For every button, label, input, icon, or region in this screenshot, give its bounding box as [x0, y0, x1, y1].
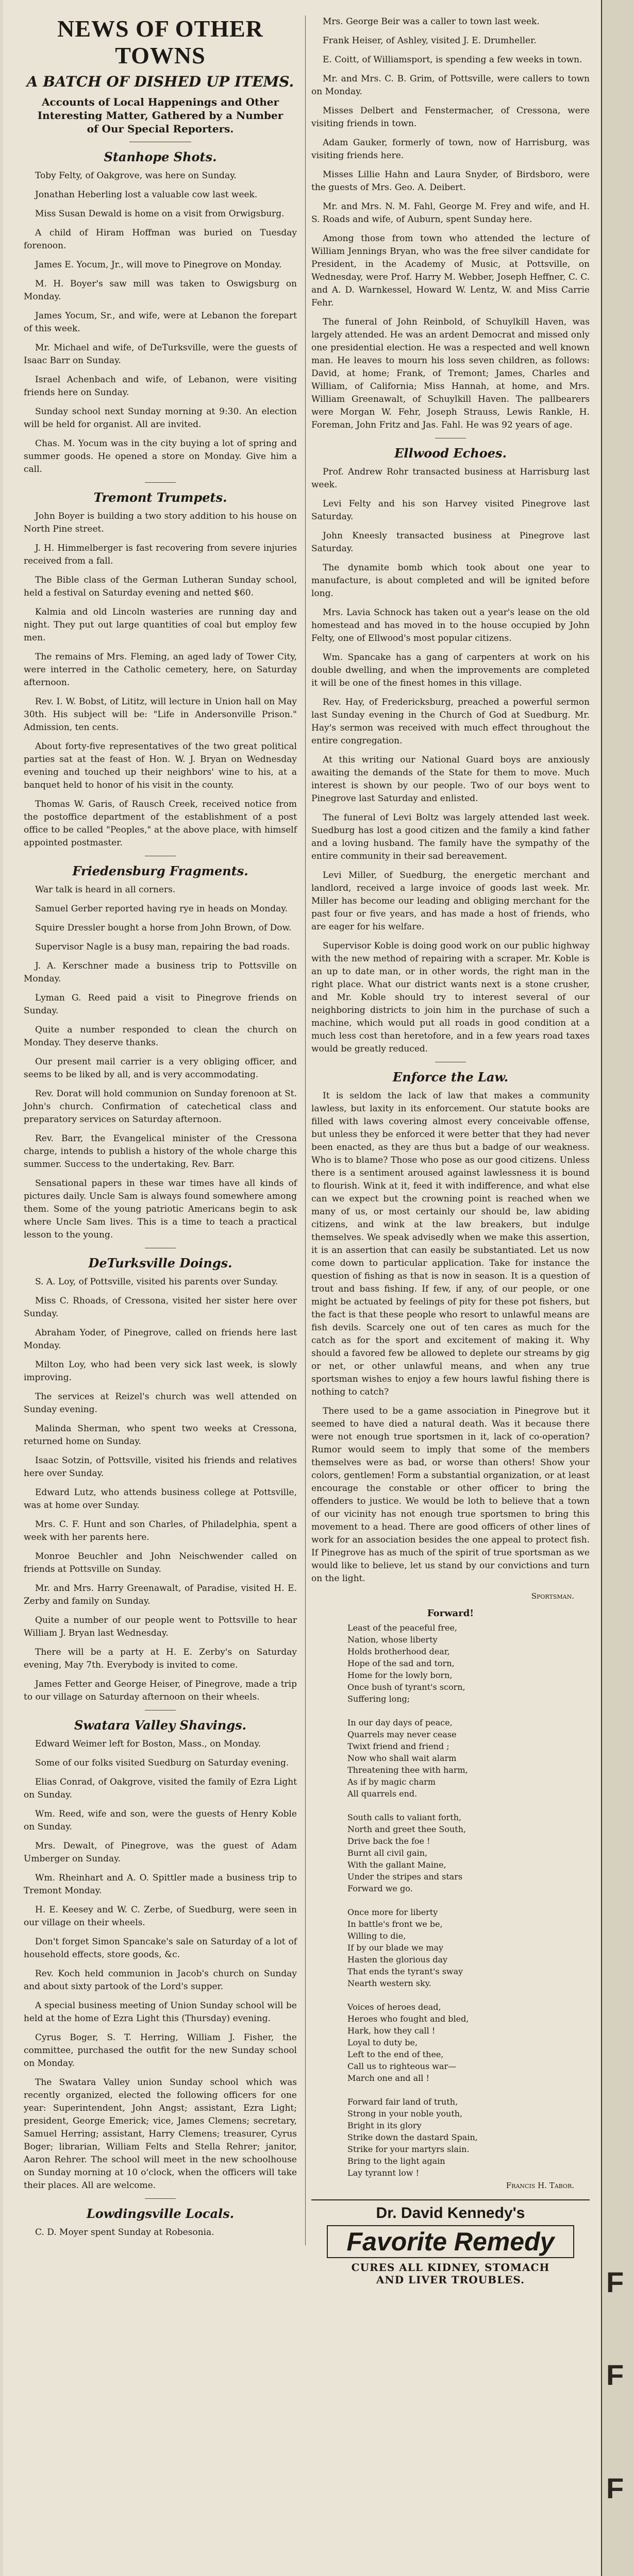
news-item: James E. Yocum, Jr., will move to Pinegrove on Monday.	[35, 260, 282, 270]
news-item: Mr. and Mrs. Harry Greenawalt, of Paradise, visited H. E. Zerby and family on Sunday.	[24, 1583, 297, 1606]
news-item: Frank Heiser, of Ashley, visited J. E. Drumheller.	[323, 36, 537, 46]
news-item: Supervisor Koble is doing good work on our public highway with the new method of repairing with a scraper. Mr. Koble is an up to date man, or in other words, the right man in the right place. What our district wants next is a stone crusher, and Mr. Koble should try to interest several of our neighboring districts to join him in the purchase of such a machine, which would put all roads in good condition at a much less cost than heretofore, and in a few years road taxes would be greatly reduced.	[311, 941, 590, 1054]
subheadline: Accounts of Local Happenings and Other Interesting Matter, Gathered by a Number of Our Special Reporters.	[37, 96, 283, 135]
edge-fragment: F	[606, 2472, 624, 2504]
news-item: Miss C. Rhoads, of Cressona, visited her sister here over Sunday.	[24, 1296, 297, 1319]
news-item: Wm. Rheinhart and A. O. Spittler made a business trip to Tremont Monday.	[24, 1873, 297, 1896]
news-item: The services at Reizel's church was well attended on Sunday evening.	[24, 1392, 297, 1415]
news-item: E. Coitt, of Williamsport, is spending a few weeks in town.	[323, 55, 582, 65]
signature: Sportsman.	[531, 1591, 574, 1601]
edge-fragment: F	[606, 2359, 624, 2391]
newspaper-page	[3, 0, 624, 2576]
news-item: A child of Hiram Hoffman was buried on Tuesday forenoon.	[24, 228, 297, 251]
news-item: Malinda Sherman, who spent two weeks at Cressona, returned home on Sunday.	[24, 1423, 297, 1447]
news-item: Mrs. George Beir was a caller to town last week.	[323, 16, 540, 27]
section-title: Stanhope Shots.	[104, 149, 217, 164]
news-item: A special business meeting of Union Sunday school will be held at the home of Ezra Light this (Thursday) evening.	[24, 2001, 297, 2024]
news-item: Prof. Andrew Rohr transacted business at Harrisburg last week.	[311, 467, 590, 490]
poem-body: Least of the peaceful free, Nation, whose liberty Holds brotherhood dear, Hope of the sad and torn, Home for the lowly born, Once bush of tyrant's scorn, Suffering long; In our day days of peace, Quarrels may never cease Twixt friend and friend ; Now who shall wait alarm Threatening thee with harm, As if by magic charm All quarrels end. South calls to valiant forth, North and greet thee South, Drive back the foe ! Burnt all civil gain, With the gallant Maine, Under the stripes and stars Forward we go. Once more for liberty In battle's front we be, Willing to die, If by our blade we may Hasten the glorious day That ends the tyrant's sway Nearth western sky. Voices of heroes dead, Heroes who fought and bled, Hark, how they call ! Loyal to duty be, Left to the end of thee, Call us to righteous war— March one and all ! Forward fair land of truth, Strong in your noble youth, Bright in its glory Strike down the dastard Spain, Strike for your martyrs slain. Bring to the light again Lay tyrannt low !	[347, 1623, 478, 2178]
news-item: Sunday school next Sunday morning at 9:30. An election will be held for organist. All are invited.	[24, 406, 297, 430]
news-item: Adam Gauker, formerly of town, now of Harrisburg, was visiting friends here.	[311, 138, 590, 161]
news-item: There used to be a game association in Pinegrove but it seemed to have died a natural death. Was it because there were not enough true sportsmen in it, lack of co-operation? Rumor would seem to imply that some of the members themselves were as bad, or worse than others! Show your colors, gentlemen! Form a substantial organization, or at least encourage the constable or other officer to bring the offenders to justice. We would be loth to believe that a town of our vicinity has not enough true sportsmen to bring this movement to a head. There are good officers of other lines of work for an association besides the one appeal to protect fish. If Pinegrove has as much of the spirit of true sportsman as we would like to believe, let us stand by our convictions and turn on the light.	[311, 1406, 590, 1584]
news-item: Thomas W. Garis, of Rausch Creek, received notice from the postoffice department of the establishment of a post office to be called "Peoples," at the above place, with himself appointed postmaster.	[24, 799, 297, 848]
news-item: Don't forget Simon Spancake's sale on Saturday of a lot of household effects, store goods, &c.	[24, 1937, 297, 1960]
news-item: War talk is heard in all corners.	[35, 885, 176, 895]
news-item: Mr. and Mrs. N. M. Fahl, George M. Frey and wife, and H. S. Roads and wife, of Auburn, spent Sunday here.	[311, 201, 590, 225]
news-item: Levi Miller, of Suedburg, the energetic merchant and landlord, received a large invoice of goods last week. Mr. Miller has become our leading and obliging merchant for the past four or five years, and has made a host of friends, who are eager for his welfare.	[311, 870, 590, 932]
news-item: Chas. M. Yocum was in the city buying a lot of spring and summer goods. He opened a store on Monday. Give him a call.	[24, 438, 297, 474]
news-item: Wm. Spancake has a gang of carpenters at work on his double dwelling, and when the improvements are completed it will be one of the finest homes in this village.	[311, 652, 590, 688]
news-item: Monroe Beuchler and John Neischwender called on friends at Pottsville on Sunday.	[24, 1551, 297, 1574]
news-item: Israel Achenbach and wife, of Lebanon, were visiting friends here on Sunday.	[24, 375, 297, 398]
news-item: Kalmia and old Lincoln wasteries are running day and night. They put out large quantities of coal but employ few men.	[24, 607, 297, 643]
ad-top-text: Dr. David Kennedy's	[376, 2205, 525, 2222]
news-item: About forty-five representatives of the two great political parties sat at the feast of Hon. W. J. Bryan on Wednesday evening and touched up their neighbors' wine to his, at a banquet held to honor of his visit in the county.	[24, 741, 297, 790]
news-item: Quite a number responded to clean the church on Monday. They deserve thanks.	[24, 1025, 297, 1048]
news-item: John Boyer is building a two story addition to his house on North Pine street.	[24, 511, 297, 534]
news-item: The funeral of John Reinbold, of Schuylkill Haven, was largely attended. He was an ardent Democrat and missed only one presidential election. He was a respected and well known man. He leaves to mourn his loss seven children, as follows: David, at home; Frank, of Tremont; James, Charles and William, of California; Miss Hannah, at home, and Mrs. William Greenawalt, of Schuylkill Haven. The pallbearers were Morgan W. Fehr, Joseph Strauss, Lewis Rankle, H. Foreman, John Fritz and Jas. Fahl. He was 92 years of age.	[311, 317, 590, 430]
divider	[145, 2198, 176, 2199]
news-item: At this writing our National Guard boys are anxiously awaiting the demands of the State for them to move. Much interest is shown by our people. Two of our boys went to Pinegrove last Saturday and enlisted.	[311, 755, 590, 804]
masthead: NEWS OF OTHER TOWNS	[57, 15, 263, 69]
news-item: Toby Felty, of Oakgrove, was here on Sunday.	[35, 171, 237, 181]
cropped-right-column	[601, 0, 634, 2576]
section-title: Friedensburg Fragments.	[72, 863, 248, 878]
news-item: The remains of Mrs. Fleming, an aged lady of Tower City, were interred in the Catholic cemetery, here, on Saturday afternoon.	[24, 652, 297, 688]
ad-line-1: CURES ALL KIDNEY, STOMACH	[351, 2261, 550, 2274]
news-item: John Kneesly transacted business at Pinegrove last Saturday.	[311, 531, 590, 554]
news-item: Rev. Koch held communion in Jacob's church on Sunday and about sixty partook of the Lord's supper.	[24, 1969, 297, 1992]
news-item: Abraham Yoder, of Pinegrove, called on friends here last Monday.	[24, 1328, 297, 1351]
mid-sections	[311, 438, 590, 1601]
news-item: S. A. Loy, of Pottsville, visited his parents over Sunday.	[35, 1277, 278, 1287]
section-title: Ellwood Echoes.	[394, 446, 507, 461]
news-item: It is seldom the lack of law that makes a community lawless, but laxity in its enforcement. Our statute books are filled with laws covering almost every conceivable offense, but unless they be enforced it were better that they had never been enacted, as they are thus but a badge of our weakness. Who is to blame? Those who pose as our good citizens. Unless there is a sentiment aroused against lawlessness it is bound to flourish. Wink at it, feed it with indifference, and what else can we expect but the crowning point is reached when we many of us, or most certainly our should be, law abiding citizens, and wink at the law breakers, but indulge themselves. We speak advisedly when we make this assertion, it is an assertion that can easily be substantiated. Let us now come down to particular application. Take for instance the question of fishing as that is now in season. It is a question of trout and bass fishing. If few, if any, of our people, or one might be actuated by feelings of pity for these pot fishers, but the fact is that these people who resort to unlawful means are fish devils. Scarcely one out of ten cares as much for the catch as for the sport and excitement of making it. Why should a favored few be allowed to deplete our streams by gig or net, or other unlawful means, and when any true sportsman wishes to enjoy a few hours lawful fishing there is nothing to catch?	[311, 1091, 590, 1397]
news-item: James Fetter and George Heiser, of Pinegrove, made a trip to our village on Saturday afternoon on their wheels.	[24, 1679, 297, 1702]
news-item: There will be a party at H. E. Zerby's on Saturday evening, May 7th. Everybody is invited to come.	[24, 1647, 297, 1670]
news-item: J. A. Kerschner made a business trip to Pottsville on Monday.	[24, 961, 297, 984]
news-item: Mrs. Lavia Schnock has taken out a year's lease on the old homestead and has moved in to the house occupied by John Felty, one of Ellwood's most popular citizens.	[311, 607, 590, 643]
news-item: H. E. Keesey and W. C. Zerbe, of Suedburg, were seen in our village on their wheels.	[24, 1905, 297, 1928]
section-title: Lowdingsville Locals.	[86, 2206, 235, 2221]
news-item: The dynamite bomb which took about one year to manufacture, is about completed and will be ignited before long.	[311, 563, 590, 599]
news-item: Mrs. C. F. Hunt and son Charles, of Philadelphia, spent a week with her parents here.	[24, 1519, 297, 1543]
news-item: Sensational papers in these war times have all kinds of pictures daily. Uncle Sam is always found somewhere among them. Some of the young patriotic Americans begin to ask where Uncle Sam lives. This is a time to teach a practical lesson to the young.	[24, 1178, 297, 1240]
news-item: Edward Weimer left for Boston, Mass., on Monday.	[35, 1739, 261, 1749]
news-item: Lyman G. Reed paid a visit to Pinegrove friends on Sunday.	[24, 993, 297, 1016]
advertisement	[311, 2199, 590, 2286]
news-item: Our present mail carrier is a very obliging officer, and seems to be liked by all, and is very accommodating.	[24, 1057, 297, 1080]
news-item: Misses Lillie Hahn and Laura Snyder, of Birdsboro, were the guests of Mrs. Geo. A. Deibert.	[311, 170, 590, 193]
section-title: DeTurksville Doings.	[88, 1256, 232, 1270]
news-item: Rev. Barr, the Evangelical minister of the Cressona charge, intends to publish a history of the whole charge this summer. Success to the undertaking, Rev. Barr.	[24, 1133, 297, 1170]
news-item: Wm. Reed, wife and son, were the guests of Henry Koble on Sunday.	[24, 1809, 297, 1832]
divider	[145, 482, 176, 483]
news-item: Milton Loy, who had been very sick last week, is slowly improving.	[24, 1360, 297, 1383]
news-item: The funeral of Levi Boltz was largely attended last week. Suedburg has lost a good citizen and the family a kind father and a loving husband. The family have the sympathy of the entire community in their sad bereavement.	[311, 812, 590, 861]
news-item: Miss Susan Dewald is home on a visit from Orwigsburg.	[35, 209, 285, 219]
news-item: M. H. Boyer's saw mill was taken to Oswigsburg on Monday.	[24, 279, 297, 302]
news-item: James Yocum, Sr., and wife, were at Lebanon the forepart of this week.	[24, 311, 297, 334]
news-item: Squire Dressler bought a horse from John Brown, of Dow.	[35, 923, 292, 933]
deck-headline: A BATCH OF DISHED UP ITEMS.	[26, 73, 294, 90]
left-sections	[24, 149, 297, 2239]
news-item: Edward Lutz, who attends business college at Pottsville, was at home over Sunday.	[24, 1487, 297, 1511]
news-item: The Swatara Valley union Sunday school which was recently organized, elected the following officers for one year: Superintendent, John Angst; assistant, Ezra Light; president, George Emerick; vice, James Clemens; secretary, Samuel Herring; assistant, Harry Clemens; treasurer, Cyrus Boger; librarian, William Felts and Stella Rehrer; janitor, Aaron Rehrer. The school will meet in the new schoolhouse on Sunday morning at 10 o'clock, when the officers will take their places. All are welcome.	[24, 2077, 297, 2191]
news-item: Elias Conrad, of Oakgrove, visited the family of Ezra Light on Sunday.	[24, 1777, 297, 1800]
left-column	[24, 15, 306, 2245]
poem-author: Francis H. Tabor.	[506, 2181, 574, 2190]
ad-line-2: AND LIVER TROUBLES.	[376, 2274, 525, 2286]
news-item: The Bible class of the German Lutheran Sunday school, held a festival on Saturday evening and netted $60.	[24, 575, 297, 598]
news-item: Rev. I. W. Bobst, of Lititz, will lecture in Union hall on May 30th. His subject will be: "Life in Andersonville Prison." Admission, ten cents.	[24, 697, 297, 733]
section-title: Swatara Valley Shavings.	[74, 1718, 246, 1733]
poem-title: Forward!	[427, 1608, 474, 1619]
news-item: J. H. Himmelberger is fast recovering from severe injuries received from a fall.	[24, 543, 297, 566]
middle-column	[311, 15, 590, 2286]
news-item: Supervisor Nagle is a busy man, repairing the bad roads.	[35, 942, 290, 952]
news-item: Jonathan Heberling lost a valuable cow last week.	[35, 190, 258, 200]
news-item: Cyrus Boger, S. T. Herring, William J. Fisher, the committee, purchased the outfit for the new Sunday school on Monday.	[24, 2032, 297, 2069]
news-item: Among those from town who attended the lecture of William Jennings Bryan, who was the free silver candidate for President, in the Academy of Music, at Pottsville, on Wednesday, were Prof. Harry M. Webber, Joseph Heffner, C. C. and A. D. Warnkessel, Howard W. Lentz, W. and Miss Carrie Fehr.	[311, 233, 590, 308]
section-title: Tremont Trumpets.	[93, 490, 227, 505]
news-item: Rev. Dorat will hold communion on Sunday forenoon at St. John's church. Confirmation of catechetical class and preparatory services on Saturday afternoon.	[24, 1089, 297, 1125]
news-item: Quite a number of our people went to Pottsville to hear William J. Bryan last Wednesday.	[24, 1615, 297, 1638]
edge-fragment: F	[606, 2266, 624, 2298]
news-item: Mr. and Mrs. C. B. Grim, of Pottsville, were callers to town on Monday.	[311, 74, 590, 97]
news-item: Isaac Sotzin, of Pottsville, visited his friends and relatives here over Sunday.	[24, 1455, 297, 1479]
news-item: Rev. Hay, of Fredericksburg, preached a powerful sermon last Sunday evening in the Church of God at Suedburg. Mr. Hay's sermon was received with much effect throughout the entire congregation.	[311, 697, 590, 746]
news-item: Mr. Michael and wife, of DeTurksville, were the guests of Isaac Barr on Sunday.	[24, 343, 297, 366]
news-item: Misses Delbert and Fenstermacher, of Cressona, were visiting friends in town.	[311, 106, 590, 129]
mid-top-items	[311, 15, 590, 432]
section-title: Enforce the Law.	[392, 1070, 509, 1084]
news-item: Samuel Gerber reported having rye in heads on Monday.	[35, 904, 288, 914]
news-item: Some of our folks visited Suedburg on Saturday evening.	[35, 1758, 289, 1768]
news-item: C. D. Moyer spent Sunday at Robesonia.	[35, 2227, 214, 2238]
news-item: Mrs. Dewalt, of Pinegrove, was the guest of Adam Umberger on Sunday.	[24, 1841, 297, 1864]
ad-product-name: Favorite Remedy	[327, 2225, 574, 2258]
news-item: Levi Felty and his son Harvey visited Pinegrove last Saturday.	[311, 499, 590, 522]
